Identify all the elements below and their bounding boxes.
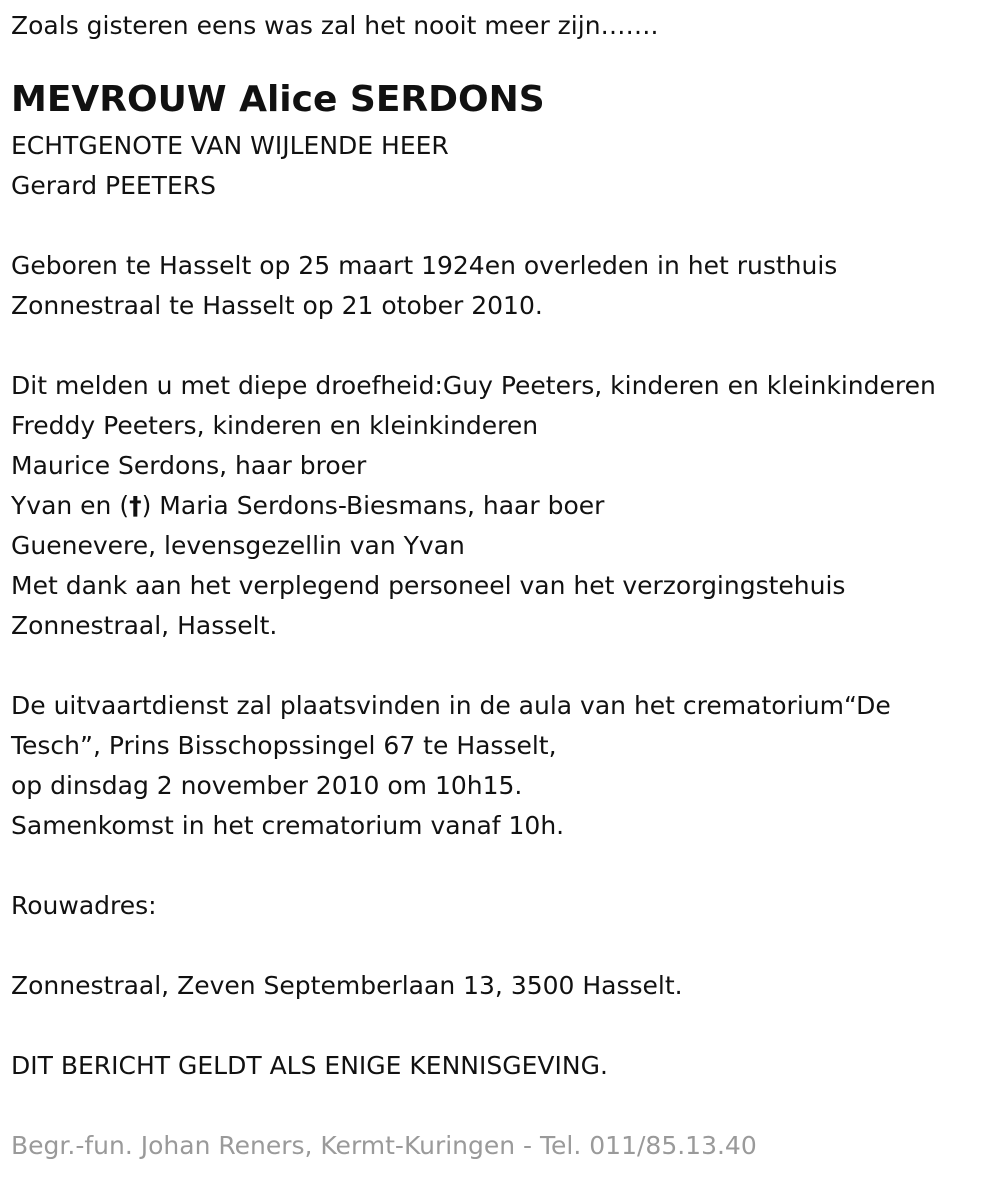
family-line-2: Freddy Peeters, kinderen en kleinkinderen — [11, 411, 539, 440]
spouse-line-2: Gerard PEETERS — [11, 171, 216, 200]
family-line-5: Guenevere, levensgezellin van Yvan — [11, 531, 465, 560]
spouse-line-1: ECHTGENOTE VAN WIJLENDE HEER — [11, 131, 449, 160]
family-line-1: Dit melden u met diepe droefheid:Guy Peeters, kinderen en kleinkinderen — [11, 371, 936, 400]
service-line-1: De uitvaartdienst zal plaatsvinden in de aula van het crematorium“De — [11, 691, 891, 720]
service-line-2: Tesch”, Prins Bisschopssingel 67 te Hasselt, — [11, 731, 557, 760]
cross-icon: † — [129, 491, 142, 520]
birth-death-line-2: Zonnestraal te Hasselt op 21 otober 2010. — [11, 291, 543, 320]
birth-death-block — [11, 246, 996, 326]
service-line-3: op dinsdag 2 november 2010 om 10h15. — [11, 771, 523, 800]
notice-statement: DIT BERICHT GELDT ALS ENIGE KENNISGEVING. — [11, 1051, 608, 1080]
birth-death-line-1: Geboren te Hasselt op 25 maart 1924en overleden in het rusthuis — [11, 251, 838, 280]
spouse-block — [11, 126, 996, 206]
address-value: Zonnestraal, Zeven Septemberlaan 13, 3500 Hasselt. — [11, 971, 683, 1000]
obituary-notice — [11, 0, 996, 1166]
deceased-name-title: MEVROUW Alice SERDONS — [11, 79, 545, 120]
family-line-7: Zonnestraal, Hasselt. — [11, 611, 278, 640]
address-label: Rouwadres: — [11, 891, 157, 920]
family-line-4 — [11, 486, 996, 526]
family-line-6: Met dank aan het verplegend personeel van het verzorgingstehuis — [11, 571, 846, 600]
service-block — [11, 686, 996, 846]
family-line-3: Maurice Serdons, haar broer — [11, 451, 367, 480]
funeral-home-footer: Begr.-fun. Johan Reners, Kermt-Kuringen - Tel. 011/85.13.40 — [11, 1131, 757, 1160]
family-block — [11, 366, 996, 646]
intro-quote: Zoals gisteren eens was zal het nooit meer zijn……. — [11, 11, 659, 40]
service-line-4: Samenkomst in het crematorium vanaf 10h. — [11, 811, 565, 840]
family-line-4-end: ) Maria Serdons-Biesmans, haar boer — [141, 491, 605, 520]
family-line-4-start: Yvan en ( — [11, 491, 130, 520]
